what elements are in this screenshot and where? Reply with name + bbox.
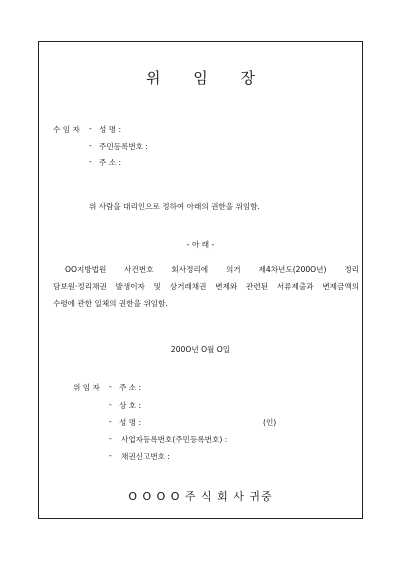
field-dash: - <box>89 124 92 133</box>
grantor-claim-number-label: 채권신고번호 : <box>121 452 170 461</box>
field-dash: - <box>109 434 112 443</box>
title-char: 장 <box>240 69 256 87</box>
grantee-id-label: 주민등록번호 : <box>99 142 148 151</box>
field-dash: - <box>89 141 92 150</box>
field-dash: - <box>109 382 112 391</box>
grantor-company-label: 상 호 : <box>119 401 142 410</box>
field-dash: - <box>109 417 112 426</box>
grantee-label: 수 임 자 <box>53 125 80 134</box>
grantee-name-label: 성 명 : <box>99 125 122 134</box>
addressee: O O O O 주 식 회 사 귀중 <box>128 490 273 503</box>
document-frame <box>38 41 363 519</box>
grantor-business-id-label: 사업자등록번호(주민등록번호) : <box>121 435 228 444</box>
field-dash: - <box>109 451 112 460</box>
title-char: 임 <box>193 69 208 87</box>
title-char: 위 <box>145 69 161 87</box>
date-line: 200O년 O월 O일 <box>170 345 231 354</box>
body-line: 수령에 관한 일체의 권한을 위임함. <box>53 299 168 308</box>
grantor-name-label: 성 명 : <box>119 418 142 427</box>
section-heading: - 아 래 - <box>186 240 215 249</box>
grantor-address-label: 주 소 : <box>119 383 142 392</box>
body-line: OO지방법원 사건번호 회사정리에 의거 제4차년도(200O년) 정리 <box>65 265 359 274</box>
field-dash: - <box>109 400 112 409</box>
delegation-statement: 위 사람을 대리인으로 정하여 아래의 권한을 위임함. <box>89 202 260 211</box>
document-title <box>39 67 362 88</box>
field-dash: - <box>89 157 92 166</box>
body-line: 담보원·정리채권 발생이자 및 상거래채권 변제와 관련된 서류제출과 변제금액의 <box>53 282 359 291</box>
grantee-address-label: 주 소 : <box>99 158 122 167</box>
grantor-label: 위 임 자 <box>73 383 100 392</box>
seal-mark: (인) <box>263 418 277 427</box>
